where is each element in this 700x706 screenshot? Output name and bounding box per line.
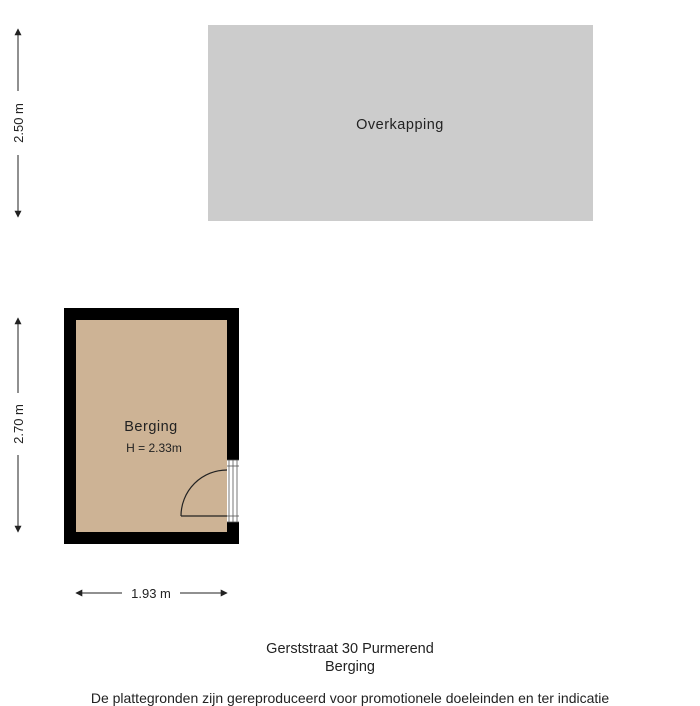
door-frame xyxy=(227,460,239,522)
wall-top xyxy=(64,308,239,320)
wall-right-lower xyxy=(227,522,239,544)
caption-address: Gerststraat 30 Purmerend xyxy=(266,641,434,657)
storage-width-dimension xyxy=(76,586,227,601)
storage-width-dimension-label: 1.93 m xyxy=(131,586,171,601)
storage-height-dimension xyxy=(11,318,26,532)
caption-floor: Berging xyxy=(325,659,375,675)
canopy-label: Overkapping xyxy=(356,117,444,133)
disclaimer: De plattegronden zijn gereproduceerd voor promotionele doeleinden en ter indicatie xyxy=(90,690,610,706)
wall-bottom xyxy=(64,532,239,544)
storage-room xyxy=(64,308,239,544)
storage-height-note: H = 2.33m xyxy=(126,441,182,455)
wall-left xyxy=(64,308,76,544)
wall-right-upper xyxy=(227,308,239,460)
canopy-dimension-label: 2.50 m xyxy=(11,103,26,143)
storage-height-dimension-label: 2.70 m xyxy=(11,404,26,444)
canopy-dimension xyxy=(11,29,26,217)
storage-label: Berging xyxy=(124,419,178,435)
